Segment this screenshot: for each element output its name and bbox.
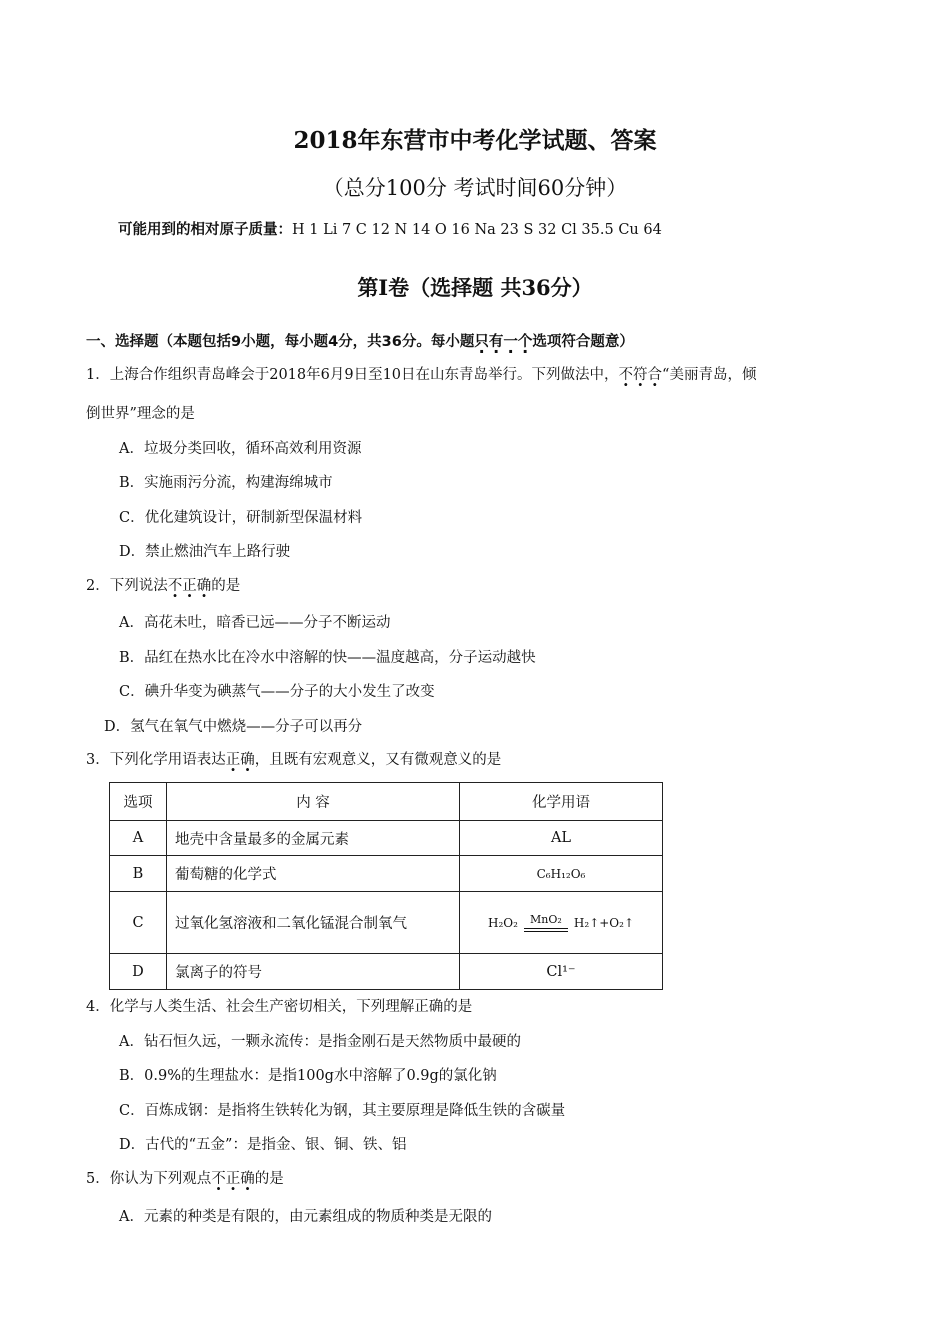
row-option: D: [110, 954, 167, 990]
row-option: A: [110, 821, 167, 856]
exam-subtitle: （总分100分 考试时间60分钟）: [322, 176, 628, 200]
table-header-row: [110, 783, 663, 821]
emphasized-char: 正: [225, 752, 241, 768]
row-option: B: [110, 856, 167, 892]
header-option: 选项: [110, 783, 167, 821]
table-row: [110, 856, 663, 892]
q4-option-d: D．古代的“五金”：是指金、银、铜、铁、铝: [119, 1137, 407, 1153]
q3-stem-b: ，且既有宏观意义，又有微观意义的是: [254, 752, 502, 768]
q3-stem-a: 3．下列化学用语表达: [86, 752, 226, 768]
q4-option-c: C．百炼成钢：是指将生铁转化为钢，其主要原理是降低生铁的含碳量: [119, 1103, 566, 1119]
equals-line-top: [524, 928, 568, 929]
q1-stem-line2: 倒世界”理念的是: [86, 406, 195, 422]
q1-stem-b: “美丽青岛，倾: [662, 367, 757, 383]
reaction-products: H₂↑+O₂↑: [573, 915, 635, 930]
row-term: AL: [460, 821, 663, 856]
q5-stem-emphasis: [211, 1171, 255, 1187]
emphasized-char: 确: [240, 752, 255, 768]
q3-stem: [86, 748, 501, 769]
q1-stem-emphasis: [619, 367, 663, 383]
row-content: 葡萄糖的化学式: [167, 856, 460, 892]
instructions-part-b: 选项符合题意）: [532, 334, 634, 350]
q5-option-a: A．元素的种类是有限的，由元素组成的物质种类是无限的: [119, 1209, 492, 1225]
emphasized-char: 确: [240, 1171, 255, 1187]
q2-stem: [86, 574, 240, 595]
q2-option-d: D．氢气在氧气中燃烧——分子可以再分: [104, 719, 363, 735]
exam-title: 2018年东营市中考化学试题、答案: [293, 127, 657, 154]
reaction-condition: [524, 914, 568, 932]
emphasized-char: 正: [225, 1171, 241, 1187]
q2-option-b: B．品红在热水比在冷水中溶解的快——温度越高，分子运动越快: [119, 650, 536, 666]
q5-stem-b: 的是: [254, 1171, 284, 1187]
reaction-equation: [488, 914, 634, 932]
row-term: [460, 892, 663, 954]
instructions-part-a: 一、选择题（本题包括9小题，每小题4分，共36分。每小题: [86, 334, 475, 350]
header-term: 化学用语: [460, 783, 663, 821]
header-content: 内 容: [167, 783, 460, 821]
emphasized-char: 一: [503, 334, 518, 350]
q1-option-d: D．禁止燃油汽车上路行驶: [119, 544, 291, 560]
instructions-emphasis: [474, 334, 532, 350]
emphasized-char: 不: [618, 367, 634, 383]
q1-option-c: C．优化建筑设计，研制新型保温材料: [119, 510, 363, 526]
emphasized-char: 符: [633, 367, 648, 383]
emphasized-char: 只: [474, 334, 489, 350]
table-row: [110, 954, 663, 990]
section-instructions: [86, 330, 634, 351]
row-content: 氯离子的符号: [167, 954, 460, 990]
row-term: Cl¹⁻: [460, 954, 663, 990]
emphasized-char: 个: [517, 334, 533, 350]
row-content: 地壳中含量最多的金属元素: [167, 821, 460, 856]
emphasized-char: 不: [211, 1171, 226, 1187]
atomic-masses-values: H 1 Li 7 C 12 N 14 O 16 Na 23 S 32 Cl 35.5 Cu 64: [292, 222, 662, 238]
q2-stem-a: 2．下列说法: [86, 578, 168, 594]
q2-stem-emphasis: [168, 578, 212, 594]
q4-stem: 4．化学与人类生活、社会生产密切相关，下列理解正确的是: [86, 999, 473, 1015]
emphasized-char: 确: [196, 578, 212, 594]
row-content: 过氧化氢溶液和二氧化锰混合制氧气: [167, 892, 460, 954]
table-row: [110, 892, 663, 954]
equals-line-bottom: [524, 931, 568, 932]
q2-option-c: C．碘升华变为碘蒸气——分子的大小发生了改变: [119, 684, 435, 700]
q1-option-b: B．实施雨污分流，构建海绵城市: [119, 475, 333, 491]
q1-stem-line1: [86, 363, 756, 384]
table-row: [110, 821, 663, 856]
q1-stem-a: 1．上海合作组织青岛峰会于2018年6月9日至10日在山东青岛举行。下列做法中，: [86, 367, 619, 383]
q4-option-b: B．0.9%的生理盐水：是指100g水中溶解了0.9g的氯化钠: [119, 1068, 497, 1084]
q1-option-a: A．垃圾分类回收，循环高效利用资源: [119, 441, 362, 457]
emphasized-char: 合: [647, 367, 663, 383]
emphasized-char: 有: [488, 334, 504, 350]
q5-stem: [86, 1167, 284, 1188]
emphasized-char: 不: [167, 578, 183, 594]
q2-stem-b: 的是: [211, 578, 241, 594]
atomic-masses-line: [118, 218, 662, 239]
emphasized-char: 正: [182, 578, 197, 594]
reaction-catalyst: MnO₂: [530, 912, 562, 926]
q2-option-a: A．高花未吐，暗香已远——分子不断运动: [119, 615, 391, 631]
q5-stem-a: 5．你认为下列观点: [86, 1171, 212, 1187]
section-title: 第I卷（选择题 共36分）: [357, 275, 593, 300]
q4-option-a: A．钻石恒久远，一颗永流传：是指金刚石是天然物质中最硬的: [119, 1034, 521, 1050]
row-term: C₆H₁₂O₆: [460, 856, 663, 892]
q3-stem-emphasis: [226, 752, 255, 768]
atomic-masses-label: 可能用到的相对原子质量：: [118, 222, 292, 238]
q3-options-table: [109, 782, 663, 990]
reaction-reactant: H₂O₂: [487, 915, 518, 930]
row-option: C: [110, 892, 167, 954]
